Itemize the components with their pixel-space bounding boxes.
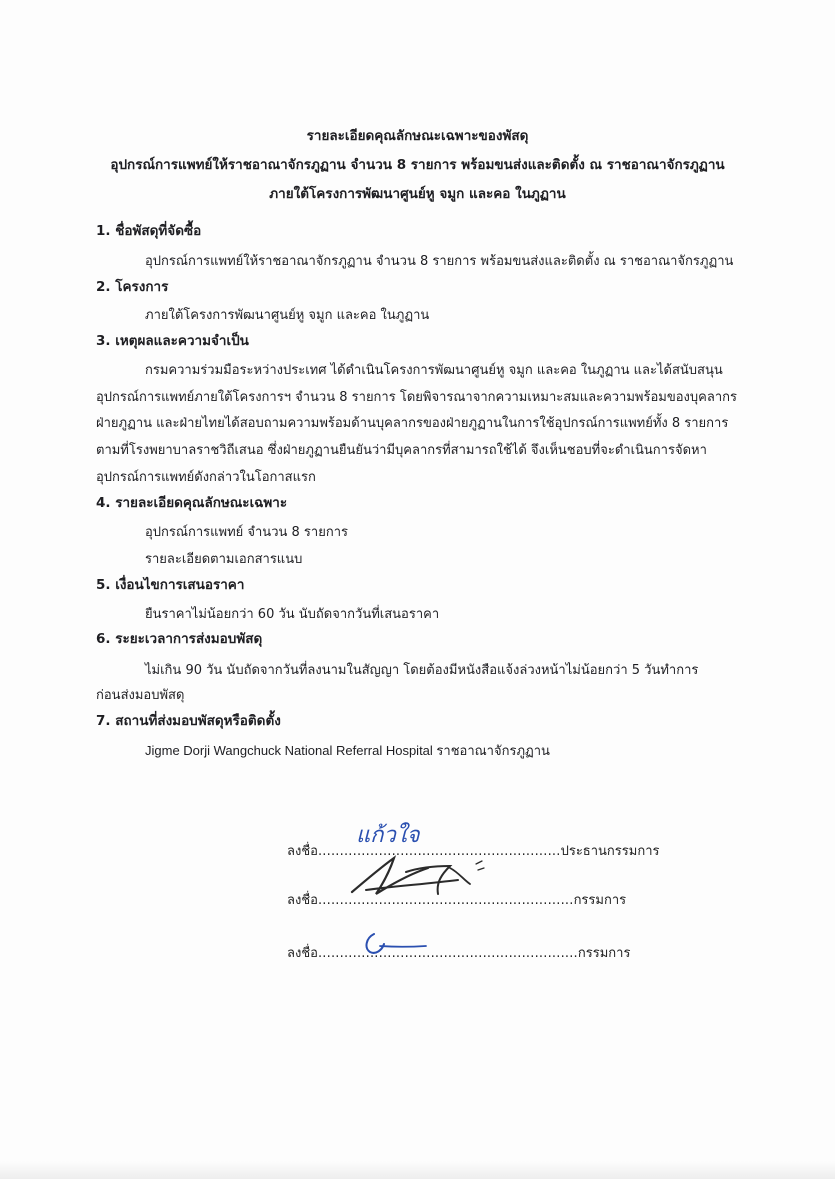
scan-edge-shadow [0, 1161, 835, 1179]
section-6-line-1: ไม่เกิน 90 วัน นับถัดจากวันที่ลงนามในสัญญา โดยต้องมีหนังสือแจ้งล่วงหน้าไม่น้อยกว่า 5 วันทำการ [145, 663, 699, 678]
signature-dots: ........................................................ [317, 844, 561, 859]
section-5-line-1: ยืนราคาไม่น้อยกว่า 60 วัน นับถัดจากวันที่เสนอราคา [145, 607, 440, 622]
document-subtitle-1: อุปกรณ์การแพทย์ให้ราชอาณาจักรภูฏาน จำนวน 8 รายการ พร้อมขนส่งและติดตั้ง ณ ราชอาณาจักรภูฏาน [110, 157, 725, 173]
signature-prefix: ลงชื่อ [287, 893, 318, 908]
signature-dots: ............................................................ [317, 946, 578, 961]
signature-role: ประธานกรรมการ [560, 844, 660, 859]
signature-prefix: ลงชื่อ [287, 844, 318, 859]
section-3-heading: 3. เหตุผลและความจำเป็น [96, 333, 249, 349]
section-4-line-2: รายละเอียดตามเอกสารแนบ [145, 552, 303, 567]
section-3-line-4: ตามที่โรงพยาบาลราชวิถีเสนอ ซึ่งฝ่ายภูฏานยืนยันว่ามีบุคลากรที่สามารถใช้ได้ จึงเห็นชอบที่จะดำเนินการจัดหา [96, 443, 707, 458]
section-3-line-3: ฝ่ายภูฏาน และฝ่ายไทยได้สอบถามความพร้อมด้านบุคลากรของฝ่ายภูฏานในการใช้อุปกรณ์การแพทย์ทั้ง 8 รายการ [96, 416, 729, 431]
section-5-heading: 5. เงื่อนไขการเสนอราคา [96, 577, 245, 593]
section-3-line-2: อุปกรณ์การแพทย์ภายใต้โครงการฯ จำนวน 8 รายการ โดยพิจารณาจากความเหมาะสมและความพร้อมของบุคลากร [96, 390, 737, 405]
signature-role: กรรมการ [577, 946, 631, 961]
signature-role: กรรมการ [573, 893, 627, 908]
section-1-line-1: อุปกรณ์การแพทย์ให้ราชอาณาจักรภูฏาน จำนวน 8 รายการ พร้อมขนส่งและติดตั้ง ณ ราชอาณาจักรภูฏาน [145, 254, 734, 269]
handwritten-signature-member-1 [346, 850, 496, 905]
section-4-line-1: อุปกรณ์การแพทย์ จำนวน 8 รายการ [145, 525, 348, 540]
section-4-heading: 4. รายละเอียดคุณลักษณะเฉพาะ [96, 495, 288, 511]
section-6-line-2: ก่อนส่งมอบพัสดุ [96, 688, 185, 703]
handwritten-signature-chairman [352, 814, 442, 854]
section-3-line-5: อุปกรณ์การแพทย์ดังกล่าวในโอกาสแรก [96, 470, 316, 485]
section-2-heading: 2. โครงการ [96, 279, 169, 295]
document-subtitle-2: ภายใต้โครงการพัฒนาศูนย์หู จมูก และคอ ในภูฏาน [269, 186, 566, 202]
section-7-line-1: Jigme Dorji Wangchuck National Referral Hospital ราชอาณาจักรภูฏาน [145, 743, 550, 758]
signature-row-member-2 [287, 944, 630, 964]
section-2-line-1: ภายใต้โครงการพัฒนาศูนย์หู จมูก และคอ ในภูฏาน [145, 308, 430, 323]
handwritten-signature-member-2 [360, 928, 440, 958]
signature-prefix: ลงชื่อ [287, 946, 318, 961]
section-3-line-1: กรมความร่วมมือระหว่างประเทศ ได้ดำเนินโครงการพัฒนาศูนย์หู จมูก และคอ ในภูฏาน และได้สนับสนุน [145, 363, 723, 378]
document-title: รายละเอียดคุณลักษณะเฉพาะของพัสดุ [306, 128, 529, 144]
signature-dots: ........................................................... [317, 893, 574, 908]
section-6-heading: 6. ระยะเวลาการส่งมอบพัสดุ [96, 631, 263, 647]
signature-handwriting-text: แก้วใจ [356, 823, 420, 848]
section-7-heading: 7. สถานที่ส่งมอบพัสดุหรือติดตั้ง [96, 713, 281, 729]
section-1-heading: 1. ชื่อพัสดุที่จัดซื้อ [96, 223, 202, 239]
